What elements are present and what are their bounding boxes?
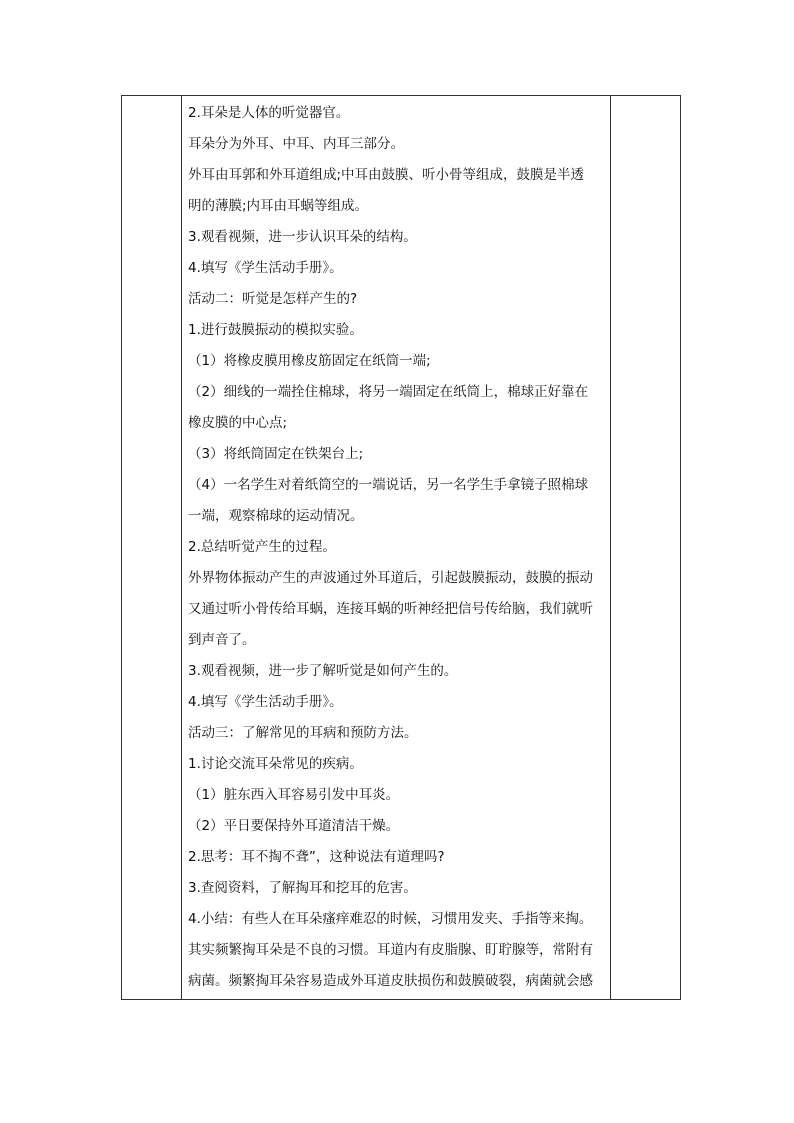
text-line: 3.查阅资料，了解掏耳和挖耳的危害。 <box>188 880 417 896</box>
text-line: 2.总结听觉产生的过程。 <box>188 539 336 555</box>
text-line: 外界物体振动产生的声波通过外耳道后，引起鼓膜振动，鼓膜的振动 <box>188 570 593 586</box>
text-line: 又通过听小骨传给耳蜗，连接耳蜗的听神经把信号传给脑，我们就听 <box>188 601 593 617</box>
text-line: （2）平日要保持外耳道清洁干燥。 <box>188 818 400 834</box>
text-line: 明的薄膜;内耳由耳蜗等组成。 <box>188 198 369 214</box>
lesson-table <box>121 95 681 1000</box>
text-line: 病菌。频繁掏耳朵容易造成外耳道皮肤损伤和鼓膜破裂，病菌就会感 <box>188 973 593 989</box>
text-line: 活动二：听觉是怎样产生的? <box>188 291 358 307</box>
text-line: 4.小结：有些人在耳朵瘙痒难忍的时候，习惯用发夹、手指等来掏。 <box>188 911 593 927</box>
text-line: 3.观看视频，进一步认识耳朵的结构。 <box>188 229 417 245</box>
text-line: （3）将纸筒固定在铁架台上; <box>188 446 364 462</box>
text-line: 4.填写《学生活动手册》。 <box>188 260 343 276</box>
text-line: 2.思考：耳不掏不聋”，这种说法有道理吗? <box>188 849 445 865</box>
text-line: 一端，观察棉球的运动情况。 <box>188 508 364 524</box>
column-divider-left <box>181 96 182 999</box>
lesson-content <box>188 98 604 997</box>
text-line: 1.讨论交流耳朵常见的疾病。 <box>188 756 363 772</box>
text-line: （1）脏东西入耳容易引发中耳炎。 <box>188 787 400 803</box>
text-line: 3.观看视频，进一步了解听觉是如何产生的。 <box>188 663 458 679</box>
text-line: 2.耳朵是人体的听觉器官。 <box>188 105 350 121</box>
text-line: 橡皮膜的中心点; <box>188 415 288 431</box>
text-line: （1）将橡皮膜用橡皮筋固定在纸筒一端; <box>188 353 431 369</box>
text-line: 4.填写《学生活动手册》。 <box>188 694 343 710</box>
text-line: 到声音了。 <box>188 632 256 648</box>
column-divider-right <box>610 96 611 999</box>
text-line: （2）细线的一端拴住棉球，将另一端固定在纸筒上，棉球正好靠在 <box>188 384 589 400</box>
text-line: 外耳由耳郭和外耳道组成;中耳由鼓膜、听小骨等组成，鼓膜是半透 <box>188 167 585 183</box>
text-line: 其实频繁掏耳朵是不良的习惯。耳道内有皮脂腺、盯聍腺等，常附有 <box>188 942 593 958</box>
text-line: （4）一名学生对着纸筒空的一端说话，另一名学生手拿镜子照棉球 <box>188 477 589 493</box>
text-line: 耳朵分为外耳、中耳、内耳三部分。 <box>188 136 404 152</box>
text-line: 1.进行鼓膜振动的模拟实验。 <box>188 322 363 338</box>
text-line: 活动三：了解常见的耳病和预防方法。 <box>188 725 418 741</box>
